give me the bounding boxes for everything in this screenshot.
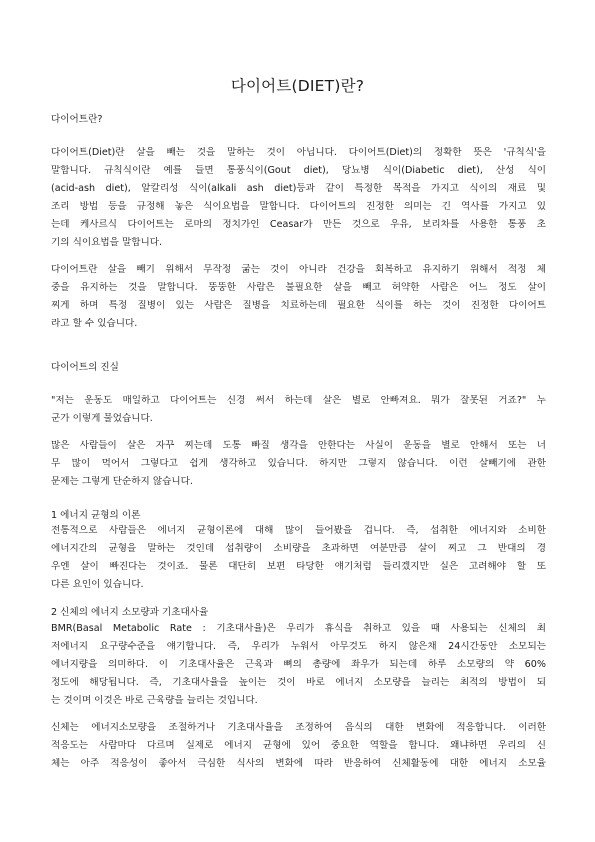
paragraph-line: 찌게 하며 특정 질병이 있는 사람은 질병을 치료하는데 필요한 식이를 하는 것이 진정한 다이어트 bbox=[51, 300, 546, 311]
paragraph-line: 정도에 해당됩니다. 즉, 기초대사율을 높이는 것이 바로 에너지 소모량을 늘리는 최적의 방법이 되 bbox=[51, 677, 546, 688]
paragraph-line: 체는 아주 적응성이 좋아서 극심한 식사의 변화에 따라 반응하여 신체활동에 대한 에너지 소모율 bbox=[51, 758, 546, 769]
paragraph-line: 다이어트(Diet)란 살을 빼는 것을 말하는 것이 아닙니다. 다이어트(Diet)의 정확한 뜻은 '규칙식'을 bbox=[51, 147, 546, 158]
intro-heading: 다이어트란? bbox=[51, 114, 103, 125]
truth-heading: 다이어트의 진실 bbox=[51, 362, 119, 373]
paragraph-line: 다이어트란 살을 빼기 위해서 무작정 굶는 것이 아니라 건강을 회복하고 유지하기 위해서 적정 체 bbox=[51, 264, 546, 275]
paragraph-line: 많은 사람들이 살은 자꾸 찌는데 도통 빠질 생각을 안한다는 사실이 운동을 별로 안해서 또는 너 bbox=[51, 440, 546, 451]
paragraph-line: 에너지량을 의미하다. 이 기초대사율은 근육과 뼈의 총량에 좌우가 되는데 하루 소모량의 약 60% bbox=[51, 659, 546, 670]
paragraph-line: 저에너지 요구량수준을 얘기합니다. 즉, 우리가 누워서 아무것도 하지 않은채 24시간동안 소모되는 bbox=[51, 641, 546, 652]
paragraph-line: 군가 이렇게 물었습니다. bbox=[51, 413, 153, 424]
paragraph-line: 신체는 에너지소모량을 조절하거나 기초대사율을 조정하여 음식의 대한 변화에 적응합니다. 이러한 bbox=[51, 722, 546, 733]
paragraph-line: 우엔 살이 빠진다는 것이죠. 물론 대단히 보편 타당한 얘기처럼 들리겠지만 실은 고려해야 할 또 bbox=[51, 561, 546, 572]
paragraph-line: 는 것이며 이것은 바로 근육량을 늘리는 것입니다. bbox=[51, 695, 258, 706]
paragraph-line: 중을 유지하는 것을 말합니다. 뚱뚱한 사람은 불필요한 살을 빼고 허약한 사람은 어느 정도 살이 bbox=[51, 282, 546, 293]
paragraph-line: 다른 요인이 있습니다. bbox=[51, 579, 144, 590]
paragraph-line: 기의 식이요법을 말합니다. bbox=[51, 237, 163, 248]
paragraph-line: 말합니다. 규칙식이란 예를 들면 통풍식이(Gout diet), 당뇨병 식이(Diabetic diet), 산성 식이 bbox=[51, 165, 546, 176]
paragraph-line: (acid-ash diet), 알칼리성 식이(alkali ash diet)등과 같이 특정한 목적을 가지고 식이의 재료 및 bbox=[51, 183, 546, 194]
paragraph-line: 전통적으로 사람들은 에너지 균형이론에 대해 많이 들어봤을 겁니다. 즉, 섭취한 에너지와 소비한 bbox=[51, 525, 546, 536]
paragraph-line: 에너지간의 균형을 말하는 것인데 섭취량이 소비량을 초과하면 여분만큼 살이 찌고 그 반대의 경 bbox=[51, 543, 546, 554]
paragraph-line: BMR(Basal Metabolic Rate : 기초대사율)은 우리가 휴식을 취하고 있을 때 사용되는 신체의 최 bbox=[51, 623, 546, 634]
paragraph-line: "저는 운동도 매일하고 다이어트는 신경 써서 하는데 살은 별로 안빠져요. 뭐가 잘못된 거죠?" 누 bbox=[51, 395, 546, 406]
paragraph-line: 무 많이 먹어서 그렇다고 쉽게 생각하고 있습니다. 하지만 그렇지 않습니다. 이런 살빼기에 관한 bbox=[51, 458, 546, 469]
paragraph-line: 라고 할 수 있습니다. bbox=[51, 318, 138, 329]
section-heading-bmr: 2 신체의 에너지 소모량과 기초대사율 bbox=[51, 607, 209, 618]
paragraph-line: 는데 케사르식 다이어트는 로마의 정치가인 Ceasar가 만든 것으로 우유, 보리차를 사용한 통풍 초 bbox=[51, 219, 546, 230]
paragraph-line: 적응도는 사람마다 다르며 실제로 에너지 균형에 있어 중요한 역할을 합니다. 왜냐하면 우리의 신 bbox=[51, 740, 546, 751]
paragraph-line: 문제는 그렇게 단순하지 않습니다. bbox=[51, 476, 193, 487]
section-heading-energy-balance: 1 에너지 균형의 이론 bbox=[51, 510, 141, 521]
paragraph-line: 조리 방법 등을 규정해 놓은 식이요법을 말합니다. 다이어트의 진정한 의미는 긴 역사를 가지고 있 bbox=[51, 201, 546, 212]
page-title: 다이어트(DIET)란? bbox=[230, 77, 365, 95]
